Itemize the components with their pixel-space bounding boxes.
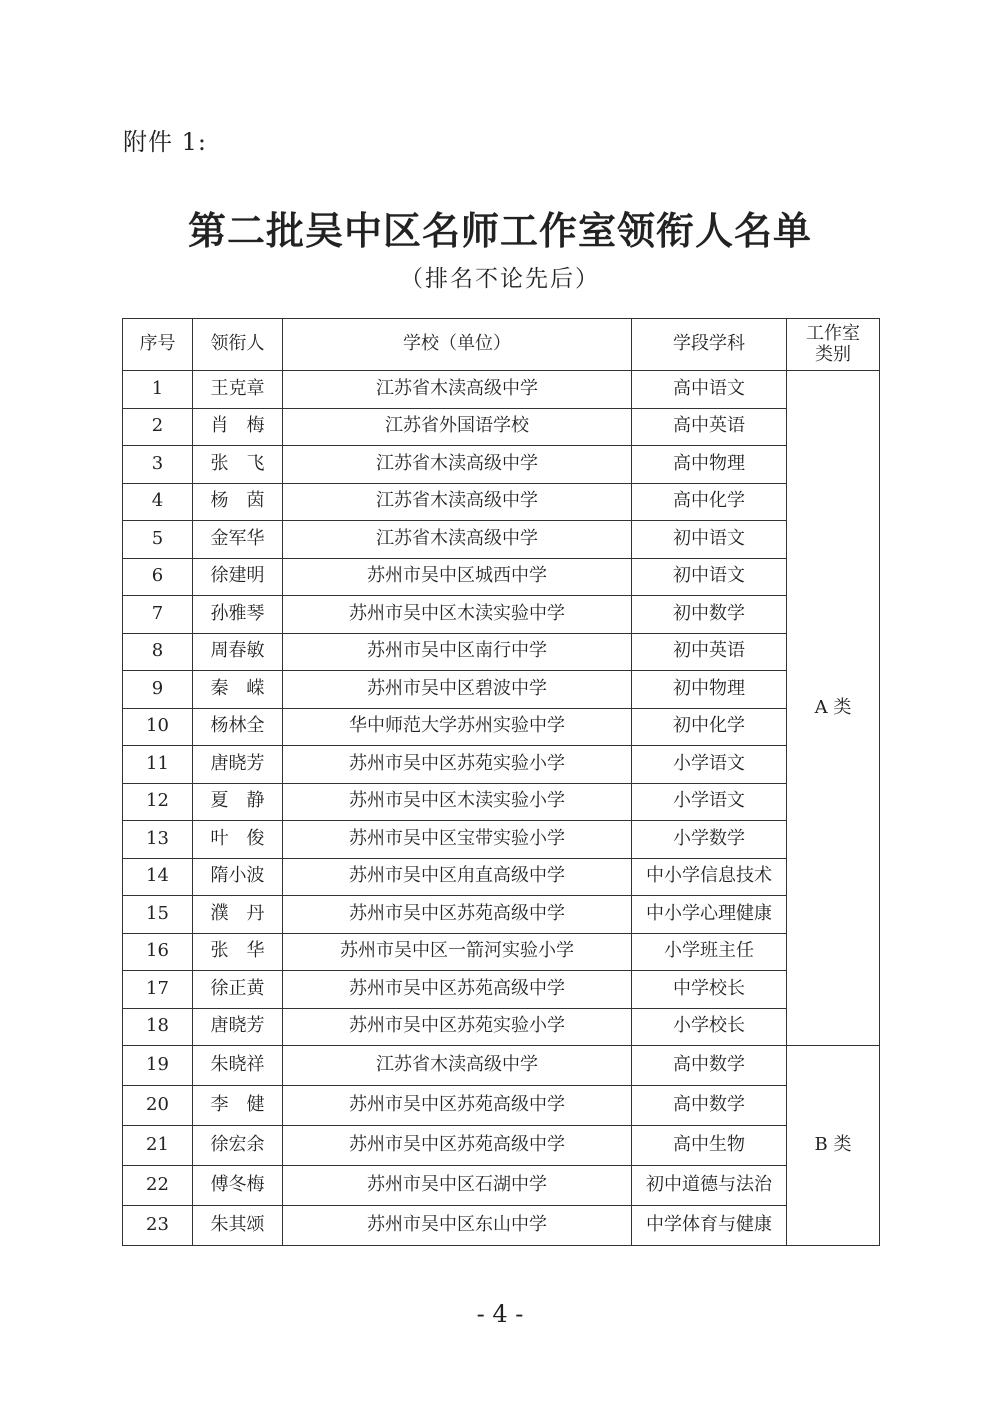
cell-index: 16 [123, 933, 193, 971]
cell-school: 苏州市吴中区南行中学 [283, 633, 632, 671]
cell-leader: 傅冬梅 [193, 1166, 283, 1206]
header-category-text: 工作室类别 [806, 322, 860, 365]
table-row [123, 521, 880, 559]
cell-leader: 唐晓芳 [193, 746, 283, 784]
cell-index: 7 [123, 596, 193, 634]
table-row [123, 408, 880, 446]
cell-subject: 小学校长 [632, 1008, 787, 1046]
cell-index: 2 [123, 408, 193, 446]
header-index: 序号 [123, 319, 193, 371]
table-row [123, 971, 880, 1009]
header-subject: 学段学科 [632, 319, 787, 371]
cell-index: 4 [123, 483, 193, 521]
cell-index: 1 [123, 371, 193, 409]
table-row [123, 483, 880, 521]
table-row [123, 633, 880, 671]
cell-index: 8 [123, 633, 193, 671]
cell-subject: 小学数学 [632, 821, 787, 859]
cell-school: 苏州市吴中区木渎实验中学 [283, 596, 632, 634]
cell-school: 江苏省外国语学校 [283, 408, 632, 446]
cell-subject: 高中生物 [632, 1126, 787, 1166]
cell-subject: 初中化学 [632, 708, 787, 746]
cell-school: 江苏省木渎高级中学 [283, 521, 632, 559]
cell-school: 苏州市吴中区石湖中学 [283, 1166, 632, 1206]
page-number: - 4 - [476, 1300, 524, 1328]
cell-leader: 张 飞 [193, 446, 283, 484]
cell-subject: 初中英语 [632, 633, 787, 671]
cell-index: 18 [123, 1008, 193, 1046]
cell-subject: 初中语文 [632, 558, 787, 596]
cell-subject: 中学校长 [632, 971, 787, 1009]
cell-subject: 中学体育与健康 [632, 1206, 787, 1246]
cell-school: 苏州市吴中区碧波中学 [283, 671, 632, 709]
cell-school: 江苏省木渎高级中学 [283, 446, 632, 484]
cell-school: 苏州市吴中区东山中学 [283, 1206, 632, 1246]
cell-leader: 王克章 [193, 371, 283, 409]
table-row [123, 371, 880, 409]
cell-leader: 隋小波 [193, 858, 283, 896]
cell-index: 22 [123, 1166, 193, 1206]
cell-leader: 周春敏 [193, 633, 283, 671]
cell-leader: 徐正黄 [193, 971, 283, 1009]
header-category [787, 319, 880, 371]
cell-subject: 小学语文 [632, 746, 787, 784]
table-row [123, 783, 880, 821]
cell-index: 14 [123, 858, 193, 896]
cell-school: 苏州市吴中区城西中学 [283, 558, 632, 596]
cell-school: 苏州市吴中区苏苑高级中学 [283, 1086, 632, 1126]
table-row [123, 1206, 880, 1246]
cell-index: 19 [123, 1046, 193, 1086]
cell-subject: 小学班主任 [632, 933, 787, 971]
cell-leader: 杨林全 [193, 708, 283, 746]
cell-leader: 肖 梅 [193, 408, 283, 446]
cell-subject: 中小学信息技术 [632, 858, 787, 896]
cell-index: 6 [123, 558, 193, 596]
table-row [123, 671, 880, 709]
cell-school: 苏州市吴中区苏苑实验小学 [283, 1008, 632, 1046]
table-row [123, 1126, 880, 1166]
cell-index: 20 [123, 1086, 193, 1126]
table-row [123, 858, 880, 896]
cell-school: 江苏省木渎高级中学 [283, 1046, 632, 1086]
table-row [123, 896, 880, 934]
cell-index: 13 [123, 821, 193, 859]
cell-leader: 徐宏余 [193, 1126, 283, 1166]
cell-index: 12 [123, 783, 193, 821]
cell-school: 江苏省木渎高级中学 [283, 483, 632, 521]
table-row [123, 746, 880, 784]
cell-school: 苏州市吴中区一箭河实验小学 [283, 933, 632, 971]
cell-index: 21 [123, 1126, 193, 1166]
cell-leader: 孙雅琴 [193, 596, 283, 634]
cell-leader: 濮 丹 [193, 896, 283, 934]
table-row [123, 1008, 880, 1046]
header-leader: 领衔人 [193, 319, 283, 371]
cell-leader: 徐建明 [193, 558, 283, 596]
cell-leader: 朱其颂 [193, 1206, 283, 1246]
cell-leader: 李 健 [193, 1086, 283, 1126]
cell-school: 江苏省木渎高级中学 [283, 371, 632, 409]
cell-index: 17 [123, 971, 193, 1009]
cell-leader: 张 华 [193, 933, 283, 971]
leader-roster-table [122, 318, 880, 1246]
cell-school: 华中师范大学苏州实验中学 [283, 708, 632, 746]
table-body [123, 371, 880, 1246]
cell-leader: 叶 俊 [193, 821, 283, 859]
table-row [123, 933, 880, 971]
table-row [123, 1166, 880, 1206]
table-row [123, 446, 880, 484]
table-row [123, 1046, 880, 1086]
cell-index: 9 [123, 671, 193, 709]
cell-index: 23 [123, 1206, 193, 1246]
cell-school: 苏州市吴中区苏苑高级中学 [283, 896, 632, 934]
table-row [123, 821, 880, 859]
cell-index: 11 [123, 746, 193, 784]
cell-subject: 初中语文 [632, 521, 787, 559]
cell-subject: 高中英语 [632, 408, 787, 446]
cell-school: 苏州市吴中区苏苑高级中学 [283, 1126, 632, 1166]
cell-subject: 高中化学 [632, 483, 787, 521]
cell-school: 苏州市吴中区苏苑高级中学 [283, 971, 632, 1009]
cell-leader: 金军华 [193, 521, 283, 559]
cell-subject: 初中物理 [632, 671, 787, 709]
cell-subject: 高中数学 [632, 1086, 787, 1126]
cell-index: 15 [123, 896, 193, 934]
document-title: 第二批吴中区名师工作室领衔人名单 [187, 208, 812, 253]
cell-index: 5 [123, 521, 193, 559]
cell-category: B 类 [787, 1046, 880, 1246]
cell-subject: 高中语文 [632, 371, 787, 409]
table-row [123, 1086, 880, 1126]
cell-leader: 朱晓祥 [193, 1046, 283, 1086]
document-subtitle: （排名不论先后） [400, 266, 600, 292]
cell-subject: 初中道德与法治 [632, 1166, 787, 1206]
cell-subject: 高中物理 [632, 446, 787, 484]
cell-subject: 中小学心理健康 [632, 896, 787, 934]
cell-subject: 初中数学 [632, 596, 787, 634]
cell-index: 10 [123, 708, 193, 746]
attachment-label: 附件 1: [123, 128, 207, 156]
cell-category: A 类 [787, 371, 880, 1046]
table-row [123, 558, 880, 596]
table-row [123, 596, 880, 634]
cell-subject: 小学语文 [632, 783, 787, 821]
table-header-row [123, 319, 880, 371]
cell-school: 苏州市吴中区木渎实验小学 [283, 783, 632, 821]
table-row [123, 708, 880, 746]
header-school: 学校（单位） [283, 319, 632, 371]
cell-leader: 杨 茵 [193, 483, 283, 521]
cell-school: 苏州市吴中区苏苑实验小学 [283, 746, 632, 784]
cell-index: 3 [123, 446, 193, 484]
cell-school: 苏州市吴中区甪直高级中学 [283, 858, 632, 896]
cell-leader: 唐晓芳 [193, 1008, 283, 1046]
cell-school: 苏州市吴中区宝带实验小学 [283, 821, 632, 859]
cell-leader: 夏 静 [193, 783, 283, 821]
cell-leader: 秦 嵘 [193, 671, 283, 709]
cell-subject: 高中数学 [632, 1046, 787, 1086]
